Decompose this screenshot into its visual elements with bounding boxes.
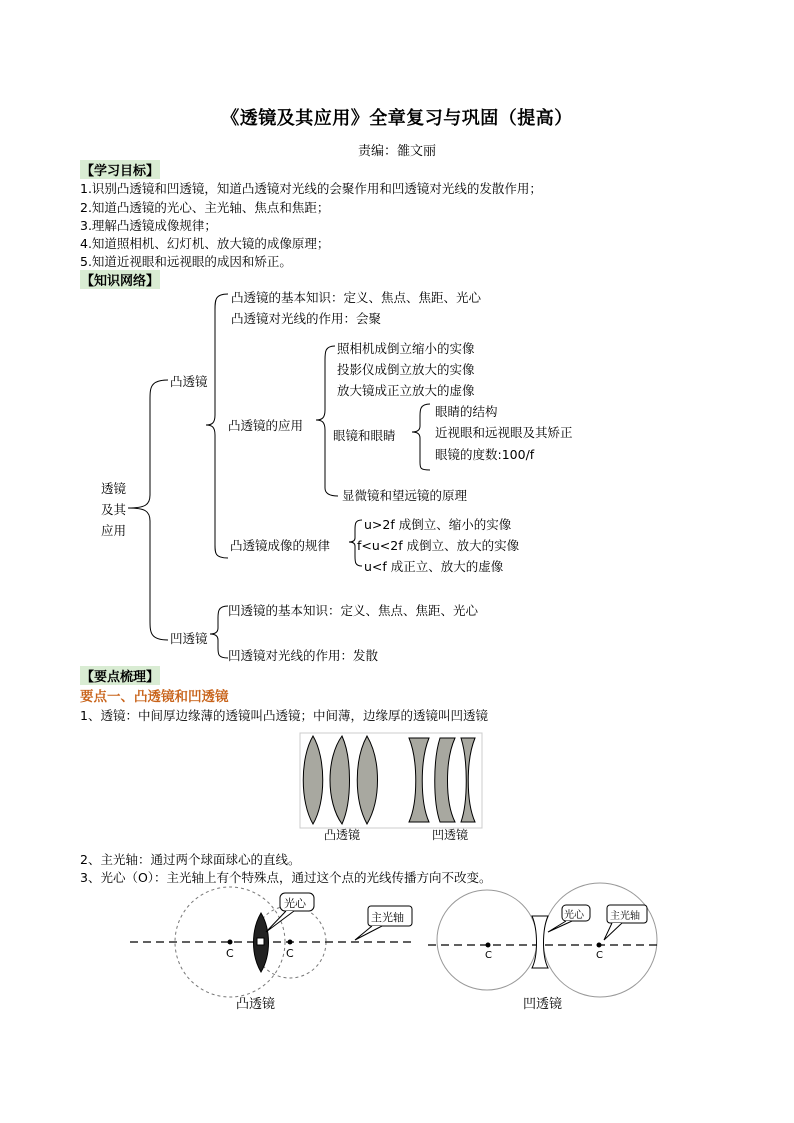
author-line: 责编：雒文丽 [357, 144, 436, 159]
fig2-c-label: C [596, 950, 603, 961]
tree-concave-effect: 凹透镜对光线的作用：发散 [228, 648, 379, 663]
point1-title: 要点一、凸透镜和凹透镜 [80, 689, 229, 705]
point2-text: 2、主光轴：通过两个球面球心的直线。 [80, 852, 301, 867]
fig1-concave-label: 凹透镜 [432, 828, 469, 842]
fig2-concave-caption: 凹透镜 [523, 997, 563, 1012]
tree-concave-basic: 凹透镜的基本知识：定义、焦点、焦距、光心 [228, 603, 479, 618]
tree-root-line: 及其 [101, 502, 127, 517]
tree-rule-2: f<u<2f 成倒立、放大的实像 [357, 538, 520, 553]
goal-item: 3.理解凸透镜成像规律； [80, 218, 217, 233]
tree-convex: 凸透镜 [170, 374, 208, 389]
fig2-c-label: C [286, 947, 294, 960]
tree-root-line: 透镜 [101, 481, 127, 496]
points-header: 【要点梳理】 [80, 666, 160, 685]
tree-convex-effect: 凸透镜对光线的作用：会聚 [231, 311, 382, 326]
goal-item: 2.知道凸透镜的光心、主光轴、焦点和焦距； [80, 200, 330, 215]
fig1-convex-label: 凸透镜 [324, 828, 361, 842]
tree-concave: 凹透镜 [170, 631, 208, 646]
tree-imaging-rules: 凸透镜成像的规律 [230, 538, 331, 553]
page-title: 《透镜及其应用》全章复习与巩固（提高） [221, 108, 573, 129]
fig2-concave-axis-label: 主光轴 [610, 911, 640, 922]
goal-item: 5.知道近视眼和远视眼的成因和矫正。 [80, 254, 292, 269]
tree-eye-structure: 眼睛的结构 [435, 404, 498, 419]
fig2-optical-center-label: 光心 [284, 897, 306, 910]
fig2-c-label: C [226, 947, 234, 960]
tree-convex-application: 凸透镜的应用 [228, 418, 304, 433]
fig2-c-label: C [485, 950, 492, 961]
fig2-concave-center-label: 光心 [564, 910, 584, 921]
tree-microscope: 显微镜和望远镜的原理 [342, 488, 468, 503]
tree-camera: 照相机成倒立缩小的实像 [337, 341, 475, 356]
tree-rule-1: u>2f 成倒立、缩小的实像 [364, 517, 512, 532]
tree-lens-degree: 眼镜的度数:100/f [435, 447, 535, 462]
goal-item: 1.识别凸透镜和凹透镜，知道凸透镜对光线的会聚作用和凹透镜对光线的发散作用； [80, 181, 542, 196]
tree-rule-3: u<f 成正立、放大的虚像 [364, 559, 504, 574]
goals-header: 【学习目标】 [80, 160, 160, 179]
fig2-convex-caption: 凸透镜 [236, 997, 276, 1012]
goal-item: 4.知道照相机、幻灯机、放大镜的成像原理； [80, 236, 330, 251]
tree-convex-basic: 凸透镜的基本知识：定义、焦点、焦距、光心 [231, 290, 482, 305]
fig2-main-axis-label: 主光轴 [371, 911, 404, 924]
tree-myopia: 近视眼和远视眼及其矫正 [435, 425, 573, 440]
tree-projector: 投影仪成倒立放大的实像 [337, 362, 475, 377]
tree-magnifier: 放大镜成正立放大的虚像 [337, 383, 475, 398]
network-header: 【知识网络】 [80, 270, 160, 289]
point3-text: 3、光心（O）：主光轴上有个特殊点，通过这个点的光线传播方向不改变。 [80, 870, 492, 885]
tree-root-line: 应用 [101, 523, 127, 538]
point1-text: 1、透镜：中间厚边缘薄的透镜叫凸透镜；中间薄，边缘厚的透镜叫凹透镜 [80, 708, 488, 723]
tree-glasses: 眼镜和眼睛 [333, 428, 396, 443]
